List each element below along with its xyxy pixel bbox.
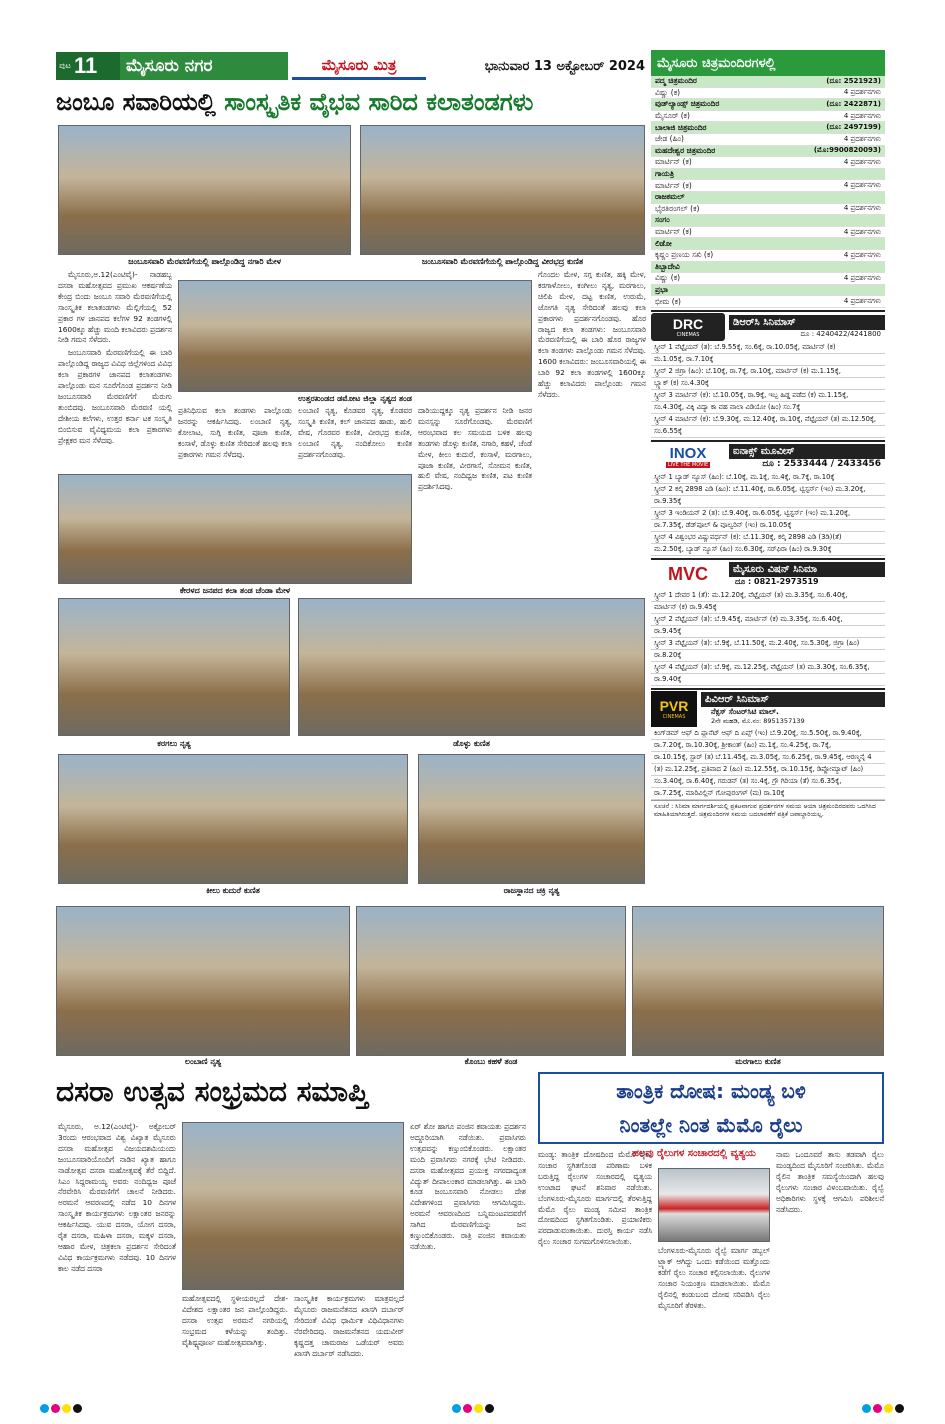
article1-col-d: ದಾರಿಯುದ್ದಕ್ಕೂ ನೃತ್ಯ ಪ್ರದರ್ಶನ ನೀಡಿ ಜನರ ಮನಸ್ಸನ್ನು ಸೂರೆಗೊಂಡವು. ಮೆರವಣಿಗೆ ಆರಂಭವಾದ ಕಲ ಸಮಯದ ಬಳಿಕ ಹಲವು ತಂಡಗಳು ಡೊಳ್ಳು ಕುಣಿತ, ನಗಾರಿ, ಕಹಳೆ, ಚೆಂಡೆ ಮೇಳ, ಕೀಲು ಕುದುರೆ, ಕಂಸಾಳೆ, ಮರಗಾಲು, ಪೂಜಾ ಕುಣಿತ, ವೀರಗಾಸೆ, ಸೋಮನ ಕುಣಿತ, ಹುಲಿ ವೇಷ, ನಂದಿಧ್ವಜ ಕುಣಿತ, ಪಟ ಕುಣಿತ ಪ್ರದರ್ಶಿಸಿದವು. <box>418 406 532 492</box>
registration-marks-right <box>862 1404 906 1413</box>
theatre-info: 4 ಪ್ರದರ್ಶನಗಳು <box>843 88 881 97</box>
theatre-info: 4 ಪ್ರದರ್ಶನಗಳು <box>843 157 881 166</box>
pvr-name: ಪಿವಿಆರ್ ಸಿನಿಮಾಸ್ <box>701 692 885 707</box>
article1-col-a <box>58 270 172 472</box>
theatre-row <box>651 238 885 250</box>
showtime-row: ಸ್ಕ್ರೀನ್ 2 ವೆಟ್ಟೈಯನ್ (ತ): ಬೆ.9.45ಕ್ಕೆ, ಮಾರ್ಟಿನ್ (ಕ) ಮ.3.35ಕ್ಕೆ, ಸಂ.6.40ಕ್ಕೆ, <box>651 614 885 626</box>
theatre-row <box>651 262 885 274</box>
theatre-row <box>651 250 885 262</box>
showtime-row: ಸ್ಕ್ರೀನ್ 2 ಕಲ್ಕಿ 2898 ಎಡಿ (ಹಿಂ): ಬೆ.11.40ಕ್ಕೆ, ರಾ.6.05ಕ್ಕೆ, ಟ್ವಿಸ್ಟರ್ಸ್ (ಇಂ) ಮ.3.20ಕ್ಕೆ, <box>651 484 885 496</box>
showtime-row: ಸ್ಕ್ರೀನ್ 1 ದೇವರ 1 (ತೆ): ಮ.12.20ಕ್ಕೆ, ವೆಟ್ಟೈಯನ್ (ತ) ಮ.3.35ಕ್ಕೆ, ಸಂ.6.40ಕ್ಕೆ, <box>651 590 885 602</box>
page-number: 11 <box>74 53 98 78</box>
train-headline-line1: ತಾಂತ್ರಿಕ ದೋಷ: ಮಂಡ್ಯ ಬಳಿ <box>616 1079 806 1103</box>
registration-dot <box>463 1404 472 1413</box>
photo-keelu-kudure <box>58 754 408 884</box>
theatre-name: ವಿಷ್ಣು (ಕ) <box>655 87 680 97</box>
dasara-col-c: ಸಾಂಸ್ಕೃತಿಕ ಕಾರ್ಯಕ್ರಮಗಳು ಮಾತ್ರವಲ್ಲದೆ ಮೈಸೂರು ರಾಜಮನೆತನದ ಖಾಸಗಿ ದರ್ಬಾರ್ ಸೇರಿದಂತೆ ವಿವಿಧ ಧಾರ್ಮಿಕ ವಿಧಿವಿಧಾನಗಳು ನೆರವೇರಿದವು. ರಾಜಮನೆತನದ ಯದುವೀರ್ ಕೃಷ್ಣದತ್ತ ಚಾಮರಾಜ ಒಡೆಯರ್ ಅವರು ಖಾಸಗಿ ದರ್ಬಾರ್ ನಡೆಸಿದರು. <box>294 1294 404 1358</box>
train-headline-line2: ನಿಂತಲ್ಲೇ ನಿಂತ ಮೆಮೊ ರೈಲು <box>619 1113 803 1137</box>
article1-col-e: ಗೊಂದಲ ಮೇಳ, ಸಗ್ಗ ಕುಣಿತ, ಹಕ್ಕಿ ಮೇಳ, ಕರಗಾಳೋಲು, ಕಂಗೀಲು ನೃತ್ಯ, ಮರಗಾಲು, ಚಿಲಿಪಿ ಮೇಳ, ದಟ್ಟ ಕುಣಿತ, ಉರುಮೆ, ಜೋಗತಿ ನೃತ್ಯ ಸೇರಿದಂತೆ ಹಲವು ಕಲಾ ಪ್ರಕಾರಗಳು ಪ್ರದರ್ಶನಗೊಂಡವು. ಹೊರ ರಾಜ್ಯದ ಕಲಾ ತಂಡಗಳು: ಜಂಬೂಸವಾರಿ ಮೆರವಣಿಗೆಯಲ್ಲಿ ಈ ಬಾರಿ ಹೊರ ರಾಜ್ಯಗಳ ಕಲಾ ತಂಡಗಳು ಪಾಲ್ಗೊಂಡು ಗಮನ ಸೆಳೆದವು. 1600 ಕಲಾವಿದರು: ಜಂಬೂಸವಾರಿಯಲ್ಲಿ ಈ ಬಾರಿ 92 ಕಲಾ ತಂಡಗಳಲ್ಲಿ 1600ಕ್ಕೂ ಹೆಚ್ಚು ಕಲಾವಿದರು ಪಾಲ್ಗೊಂಡು ಗಮನ ಸೆಳೆದರು. <box>538 270 646 399</box>
inox-header <box>651 440 885 472</box>
caption-karaga: ಕರಗಲು ನೃತ್ಯ <box>157 739 191 748</box>
showtime-row: ರಾ.7.35ಕ್ಕೆ, ಡೆಡ್‌ಪೂಲ್ & ವೂಲ್ವರಿನ್ (ಇಂ) ರಾ.10.05ಕ್ಕೆ <box>651 520 885 532</box>
registration-marks-center <box>452 1404 496 1413</box>
theatre-row <box>651 157 885 169</box>
theatre-info: (ದೂ: 2422871) <box>826 99 881 108</box>
inox-logo <box>651 443 725 471</box>
article1-col-c: ಲಂಬಾಣಿ ನೃತ್ಯ, ಕೊಡವರ ನೃತ್ಯ, ಕೊಡವರ ಸಂಸ್ಕೃತಿ ಕುಣಿತ, ಕಲ್ ಜಾನಪದ ಹಾಡು, ಹುಲಿ ವೇಷ, ಗೊರವರ ಕುಣಿತ, ವೀರಭದ್ರ ಕುಣಿತ, ಲಂಬಾಣಿ ನೃತ್ಯ, ನಂದಿಕೋಲು ಕುಣಿತ ಪ್ರದರ್ಶನಗೊಂಡವು. <box>298 406 412 459</box>
showtime-row: ಸ್ಕ್ರೀನ್ 4 ವೆಟ್ಟೈಯನ್ (ತ): ಬೆ.9ಕ್ಕೆ, ಮ.12.25ಕ್ಕೆ, ವೆಟ್ಟೈಯನ್ (ತ) ಮ.3.30ಕ್ಕೆ, ಸಂ.6.35ಕ್ಕೆ, <box>651 662 885 674</box>
cinema-note: ಸೂಚನೆ : ಸಿನಿಮಾ ಮಾರ್ಗದರ್ಶಿಯಲ್ಲಿ ಪ್ರಕಟವಾಗುವ ಪ್ರದರ್ಶನಗಳ ಸಮಯ ಆಯಾ ಚಿತ್ರಮಂದಿರದವರು ಒದಗಿಸಿದ ಮಾಹಿತಿಯಾಗಿರುತ್ತದೆ. ಚಿತ್ರಮಂದಿರಗಳ ಸಮಯ ಬದಲಾವಣೆಗೆ ಪತ್ರಿಕೆ ಜವಾಬ್ದಾರಿಯಲ್ಲ. <box>651 800 885 826</box>
drc-logo-text: DRC <box>672 315 704 332</box>
theatre-name: ಬಾಲಾಜಿ ಚಿತ್ರಮಂದಿರ <box>655 122 707 132</box>
caption-lambani: ಲಂಬಾಣಿ ನೃತ್ಯ <box>184 1057 222 1066</box>
article1-para-a1: ಮೈಸೂರು,ಅ.12(ಎಂಟಿವೈ)- ನಾಡಹಬ್ಬ ದಸರಾ ಮಹೋತ್ಸವದ ಪ್ರಮುಖ ಆಕರ್ಷಣೆಯ ಕೇಂದ್ರ ಬಿಂದು ಜಂಬೂ ಸವಾರಿ ಮೆರವಣಿಗೆಯಲ್ಲಿ ಸಾಂಸ್ಕೃತಿಕ ಕಲಾತಂಡಗಳು ಮೆಲ್ಲಿಗೆಯಲ್ಲಿ 52 ಪ್ರಕಾರ ಗಳ ಜಾನಪದ ಕಲೆಗಳ 92 ತಂಡಗಳಲ್ಲಿ 1600ಕ್ಕೂ ಹೆಚ್ಚು ಮಂದಿ ಕಲಾವಿದರು ಪ್ರದರ್ಶನ ನೀಡಿ ಗಮನ ಸೆಳೆದರು. <box>58 270 172 345</box>
caption-keelu-kudure: ಕೀಲು ಕುದುರೆ ಕುಣಿತ <box>206 886 260 895</box>
issue-date: ಭಾನುವಾರ 13 ಅಕ್ಟೋಬರ್ 2024 <box>484 58 645 74</box>
dasara-headline: ದಸರಾ ಉತ್ಸವ ಸಂಭ್ರಮದ ಸಮಾಪ್ತಿ <box>56 1075 369 1108</box>
caption-maragalu: ಮರಗಾಲು ಕುಣಿತ <box>735 1057 781 1066</box>
theatre-info: (ದೂ: 2521923) <box>826 76 881 85</box>
page-label: ಪುಟ <box>59 61 71 70</box>
theatre-info: 4 ಪ್ರದರ್ಶನಗಳು <box>843 204 881 213</box>
showtime-row: ರಾ.10.15ಕ್ಕೆ, ಸ್ಟಾರ್ (ತ) ಬೆ.11.45ಕ್ಕೆ, ಮ.3.05ಕ್ಕೆ, ಸಂ.6.25ಕ್ಕೆ, ರಾ.9.45ಕ್ಕೆ, ಆರಣ್ಮನೈ 4 <box>651 752 885 764</box>
showtime-row: ಸ್ಕ್ರೀನ್ 4 ಮಾರ್ಟಿನ್ (ಕ): ಬೆ.9.30ಕ್ಕೆ, ಮ.12.40ಕ್ಕೆ, ರಾ.10ಕ್ಕೆ, ವೆಟ್ಟೈಯನ್ (ತ) ಮ.12.50ಕ್ಕೆ, <box>651 414 885 426</box>
showtime-row: ರಾ.9.45ಕ್ಕೆ <box>651 626 885 638</box>
showtime-row: ಮ.2.50ಕ್ಕೆ, ಬ್ಯಾಡ್ ನ್ಯೂಸ್ (ಹಿಂ) ಸಂ.6.30ಕ್ಕೆ, ಸರ್‌ಫಿರಾ (ಹಿಂ) ರಾ.9.30ಕ್ಕೆ <box>651 544 885 556</box>
caption-dollu: ಡೊಳ್ಳು ಕುಣಿತ <box>453 739 490 748</box>
photo-dasara-elephant <box>182 1122 404 1290</box>
theatre-info: 4 ಪ್ರದರ್ಶನಗಳು <box>843 227 881 236</box>
theatre-info: 4 ಪ್ರದರ್ಶನಗಳು <box>843 181 881 190</box>
pvr-logo-sub: CINEMAS <box>662 713 686 720</box>
train-col-c: ಬೆಂಗಳೂರು-ಮೈಸೂರು ರೈಲ್ವೆ ಮಾರ್ಗ ಡಬ್ಬಲ್ ಟ್ರ್ಯಾಕ್ ಆಗಿದ್ದು ಒಂದು ಕಡೆಯಿಂದ ಮತ್ತೊಂದು ಕಡೆಗೆ ರೈಲು ಸಂಚಾರ ಕಲ್ಪಿಸಲಾಯಿತು. ರೈಲುಗಳ ಸಂಚಾರ ನಿಯಂತ್ರಣ ಮಾಡಲಾಯಿತು. ಮೆಮೊ ರೈಲಿನಲ್ಲಿ ಕಂಡುಬಂದ ದೋಷ ಸರಿಪಡಿಸಿ ರೈಲು ಮೈಸೂರಿಗೆ ತೆರಳಿತು. <box>658 1246 770 1310</box>
train-headline-box <box>538 1072 884 1144</box>
showtime-row: ಸ್ಕ್ರೀನ್ 3 ಮಾರ್ಟಿನ್ (ಕ): ಬೆ.10.05ಕ್ಕೆ, ರಾ.9ಕ್ಕೆ, ಇಬ್ಬ ಹಿಡ್ಡ ಪಡೆದ (ಕ) ಮ.1.15ಕ್ಕೆ, <box>651 390 885 402</box>
showtime-row: ಸಂ.4.30ಕ್ಕೆ, ವಿಕ್ಕಿ ವಿದ್ಯಾ ಕಾ ವಹ ವಾಲಾ ವಿಡಿಯೋ (ಹಿಂ) ಸಂ.7ಕ್ಕೆ <box>651 402 885 414</box>
theatre-row <box>651 180 885 192</box>
theatre-name: ಮೈಸೂರ್ (ಕ) <box>655 111 690 121</box>
photo-lambani <box>56 906 350 1056</box>
pvr-showtimes <box>651 728 885 800</box>
article1-col-b: ಪ್ರತಿನಿಧಿಸುವ ಕಲಾ ತಂಡಗಳು ಪಾಲ್ಗೊಂಡು ಜನರನ್ನು ಆಕರ್ಷಿಸಿದವು. ಲಂಬಾಣಿ ನೃತ್ಯ, ಕೋಲಾಟ, ಸುಗ್ಗಿ ಕುಣಿತ, ಪೂಜಾ ಕುಣಿತ, ಕಂಸಾಳೆ, ಡೊಳ್ಳು ಕುಣಿತ ಸೇರಿದಂತೆ ಹಲವು ಕಲಾ ಪ್ರಕಾರಗಳು ಗಮನ ಸೆಳೆದವು. <box>178 406 292 459</box>
registration-dot <box>452 1404 461 1413</box>
inox-phone: ದೂ : 2533444 / 2433456 <box>762 459 881 470</box>
registration-dot <box>862 1404 871 1413</box>
showtime-row: ಸ್ಕ್ರೀನ್ 3 ವೆಟ್ಟೈಯನ್ (ತ): ಬೆ.9ಕ್ಕೆ, ಬೆ.11.50ಕ್ಕೆ, ಮ.2.40ಕ್ಕೆ, ಸಂ.5.30ಕ್ಕೆ, ಜಿಗ್ರಾ (ಹಿಂ) <box>651 638 885 650</box>
drc-header <box>651 310 885 342</box>
theatre-row <box>651 76 885 88</box>
caption-kombu-kahale: ಕೊಂಬು ಕಹಳೆ ತಂಡ <box>464 1057 518 1066</box>
photo-uttarakhand <box>178 280 532 392</box>
main-headline <box>56 84 646 120</box>
showtime-row: ಕಿಂಗ್‌ಡಮ್ ಆಫ್ ದಿ ಪ್ಲಾನೆಟ್ ಆಫ್ ದಿ ಏಪ್ಸ್ (ಇಂ) ಬೆ.9.20ಕ್ಕೆ, ಸಂ.5.50ಕ್ಕೆ, ರಾ.9.40ಕ್ಕೆ, <box>651 728 885 740</box>
drc-logo <box>651 313 725 341</box>
mvc-phone: ದೂ : 0821-2973519 <box>735 577 819 587</box>
mvc-name: ಮೈಸೂರು ವಿಷನ್ ಸಿನಿಮಾ <box>729 562 885 577</box>
theatre-row <box>651 146 885 158</box>
showtime-row: ರಾ.8.20ಕ್ಕೆ <box>651 650 885 662</box>
theatre-info: 4 ಪ್ರದರ್ಶನಗಳು <box>843 250 881 259</box>
registration-dot <box>873 1404 882 1413</box>
pvr-logo <box>651 691 697 727</box>
theatre-info: 4 ಪ್ರದರ್ಶನಗಳು <box>843 111 881 120</box>
theatre-row <box>651 134 885 146</box>
theatre-row <box>651 192 885 204</box>
caption-nagari-mela: ಜಂಬೂಸವಾರಿ ಮೆರವಣಿಗೆಯಲ್ಲಿ ಪಾಲ್ಗೊಂಡಿದ್ದ ನಗಾರಿ ಮೇಳ <box>128 257 281 266</box>
showtime-row: ಸಂ.3.40ಕ್ಕೆ, ರಾ.6.40ಕ್ಕೆ, ಗರುಡನ್ (ತ) ಸಂ.4ಕ್ಕೆ, ಗ್ರೌ ಗಿರಿಯಾ (ತೆ) ಸಂ.6.35ಕ್ಕೆ, <box>651 776 885 788</box>
theatre-row <box>651 122 885 134</box>
photo-dollu <box>298 598 645 736</box>
inox-logo-text: INOX <box>669 445 707 463</box>
photo-karaga <box>58 598 290 736</box>
pvr-phone: 2ನೇ ಮಹಡಿ, ಮೊ.ನಂ: 8951357139 <box>711 716 805 725</box>
registration-dot <box>474 1404 483 1413</box>
masthead-logo: ಮೈಸೂರು ಮಿತ್ರ <box>292 52 426 80</box>
theatre-row <box>651 111 885 123</box>
caption-chenda-mela: ಕೇರಳದ ಜನಪದ ಕಲಾ ತಂಡ ಚೆಂಡಾ ಮೇಳ <box>179 586 291 595</box>
theatre-name: ಮಾರ್ಟಿನ್ (ಕ) <box>655 157 692 167</box>
photo-veerabhadra <box>360 125 645 255</box>
showtime-row: ಸಂ.6.55ಕ್ಕೆ <box>651 426 885 438</box>
showtime-row: ರಾ.7.25ಕ್ಕೆ, ಮಾರಿವಿಲ್ಲಿನ್ ಗೋಪುರಂಗಳ್ (ಮ) ರಾ.10ಕ್ಕೆ <box>651 788 885 800</box>
train-col-a: ಮಂಡ್ಯ: ತಾಂತ್ರಿಕ ದೋಷದಿಂದ ಮೆಮೊ ರೈಲು ಸಂಚಾರ ಸ್ಥಗಿತಗೊಂಡ ಪರಿಣಾಮ ಬಳಿಕ ಬರುತ್ತಿದ್ದ ರೈಲುಗಳ ಸಂಚಾರದಲ್ಲಿ ವ್ಯತ್ಯಯ ಉಂಟಾದ ಘಟನೆ ಶನಿವಾರ ನಡೆಯಿತು. ಬೆಂಗಳೂರು-ಮೈಸೂರು ಮಾರ್ಗದಲ್ಲಿ ತೆರಳುತ್ತಿದ್ದ ಮೆಮೊ ರೈಲು ಮಂಡ್ಯ ಸಮೀಪ ತಾಂತ್ರಿಕ ದೋಷದಿಂದ ಸ್ಥಗಿತಗೊಂಡಿತು. ಪ್ರಯಾಣಿಕರು ಪರದಾಡುವಂತಾಯಿತು. ದುರಸ್ತಿ ಕಾರ್ಯ ನಡೆಸಿ ರೈಲು ಸಂಚಾರ ಸುಗಮಗೊಳಿಸಲಾಯಿತು. <box>538 1150 652 1247</box>
pvr-header <box>651 688 885 728</box>
theatre-info: (ಮೊ:9900820093) <box>813 146 881 155</box>
main-headline-part1: ಜಂಬೂ ಸವಾರಿಯಲ್ಲಿ <box>56 88 225 116</box>
photo-maragalu <box>632 906 884 1056</box>
theatre-name: ಮಾರ್ಟಿನ್ (ಕ) <box>655 227 692 237</box>
theatre-list <box>651 76 885 308</box>
registration-dot <box>884 1404 893 1413</box>
registration-dot <box>62 1404 71 1413</box>
theatre-name: ತಿಬ್ಬಾದೇವಿ <box>655 261 680 271</box>
mvc-showtimes <box>651 590 885 686</box>
registration-dot <box>40 1404 49 1413</box>
theatre-name: ಲಿಡೋ <box>655 238 672 248</box>
cinema-sidebar-title: ಮೈಸೂರು ಚಿತ್ರಮಂದಿರಗಳಲ್ಲಿ <box>651 50 885 76</box>
caption-uttarakhand: ಉತ್ತರಖಂಡದ ಡಮೋಟ ಜಿಲ್ಲಾ ನೃತ್ಯದ ತಂಡ <box>298 394 412 403</box>
theatre-name: ಜೇಡ (ಹಿಂ) <box>655 134 684 144</box>
registration-dot <box>51 1404 60 1413</box>
theatre-info: 4 ಪ್ರದರ್ಶನಗಳು <box>843 273 881 282</box>
dasara-col-a: ಮೈಸೂರು, ಅ.12(ಎಂಟಿವೈ)- ಅಕ್ಟೋಬರ್ 3ರಂದು ಆರಂಭವಾದ ವಿಶ್ವ ವಿಖ್ಯಾತ ಮೈಸೂರು ದಸರಾ ಮಹೋತ್ಸವ ವಿಜಯದಶಮಿಯಂದು ಜಂಬೂಸವಾರಿಯೊಂದಿಗೆ ನಾಡಿನ ಖ್ಯಾತ ಹಾಗೂ ನಾಡೋತ್ಸವ ದಸರಾ ಮಹೋತ್ಸವಕ್ಕೆ ತೆರೆ ಬಿದ್ದಿದೆ. ಸಿಎಂ ಸಿದ್ದರಾಮಯ್ಯ ಅವರು ನಂದಿಧ್ವಜ ಪೂಜೆ ನೆರವೇರಿಸಿ ಮೆರವಣಿಗೆಗೆ ಚಾಲನೆ ನೀಡಿದರು. ಅರಮನೆ ಆವರಣದಲ್ಲಿ ನಡೆದ 10 ದಿನಗಳ ಸಾಂಸ್ಕೃತಿಕ ಕಾರ್ಯಕ್ರಮಗಳು ಲಕ್ಷಾಂತರ ಜನರನ್ನು ಆಕರ್ಷಿಸಿದವು. ಯುವ ದಸರಾ, ಯೋಗ ದಸರಾ, ರೈತ ದಸರಾ, ಮಹಿಳಾ ದಸರಾ, ಮಕ್ಕಳ ದಸರಾ, ಆಹಾರ ಮೇಳ, ಚಿತ್ರಕಲಾ ಪ್ರದರ್ಶನ ಸೇರಿದಂತೆ ವಿವಿಧ ಕಾರ್ಯಕ್ರಮಗಳು ನಡೆದವು. 10 ದಿನಗಳ ಕಾಲ ನಡೆದ ದಸರಾ <box>58 1122 176 1273</box>
registration-dot <box>485 1404 494 1413</box>
theatre-row <box>651 169 885 181</box>
drc-showtimes <box>651 342 885 438</box>
inox-logo-sub: LIVE THE MOVIE <box>667 462 709 469</box>
theatre-name: ಮಾರ್ಟಿನ್ (ಕ) <box>655 180 692 190</box>
main-headline-part2: ಸಾಂಸ್ಕೃತಿಕ ವೈಭವ ಸಾರಿದ ಕಲಾತಂಡಗಳು <box>224 88 534 116</box>
mvc-logo: MVC <box>668 564 708 585</box>
caption-veerabhadra: ಜಂಬೂಸವಾರಿ ಮೆರವಣಿಗೆಯಲ್ಲಿ ಪಾಲ್ಗೊಂಡಿದ್ದ ವೀರಭದ್ರ ಕುಣಿತ <box>421 257 584 266</box>
train-subheadline: ಹಲವು ರೈಲುಗಳ ಸಂಚಾರದಲ್ಲಿ ವ್ಯತ್ಯಯ <box>632 1148 756 1159</box>
train-col-b: ನಾಮ ಒಂದೂವರೆ ತಾಸು ತಡವಾಗಿ ರೈಲು ಮಂಡ್ಯದಿಂದ ಮೈಸೂರಿಗೆ ಸಂಚರಿಸಿತು. ಮೆಮೊ ರೈಲಿನ ತಾಂತ್ರಿಕ ಸಮಸ್ಯೆಯಿಂದಾಗಿ ಹಲವು ರೈಲುಗಳು ಸಂಚಾರ ವಿಳಂಬವಾಯಿತು. ರೈಲ್ವೆ ಅಧಿಕಾರಿಗಳು ಸ್ಥಳಕ್ಕೆ ಆಗಮಿಸಿ ಪರಿಶೀಲನೆ ನಡೆಸಿದರು. <box>776 1150 884 1214</box>
showtime-row: ರಾ.9.40ಕ್ಕೆ <box>651 674 885 686</box>
photo-chenda-mela <box>58 474 412 584</box>
drc-logo-sub: CINEMAS <box>676 331 700 338</box>
showtime-row: ಮ.1.05ಕ್ಕೆ, ರಾ.7.10ಕ್ಕೆ <box>651 354 885 366</box>
cinema-sidebar <box>651 50 885 826</box>
caption-chakri: ರಾಜಸ್ಥಾನದ ಚಕ್ರಿ ನೃತ್ಯ <box>503 886 560 895</box>
article1-para-a2: ಜಂಬೂಸವಾರಿ ಮೆರವಣಿಗೆಯಲ್ಲಿ ಈ ಬಾರಿ ಪಾಲ್ಗೊಂಡಿದ್ದ ರಾಜ್ಯದ ವಿವಿಧ ಜಿಲ್ಲೆಗಳಿಂದ ವಿವಿಧ ಕಲಾ ಪ್ರಕಾರಗಳ ಜಾನಪದ ಕಲಾತಂಡಗಳು ಪಾಲ್ಗೊಂಡು ಮನ ಸೂರೆಗೊಂಡ ಪ್ರದರ್ಶನ ನೀಡಿ ಜಂಬೂಸವಾರಿ ಮೆರವಣಿಗೆಗೆ ಮೆರುಗು ತುಂಬಿದವು. ಜಂಬೂಸವಾರಿ ಮೆರವಣಿ ಯಲ್ಲಿ ದೇಶೀಯ ಕಲೆಗಳು, ಉತ್ತರ ಕರ್ನಾ ಟಕ ಸಂಸ್ಕೃತಿ ಬಿಂಬಿಸುವ ವೈವಿಧ್ಯಮಯ ಕಲಾ ಪ್ರಕಾರಗಳು ಪ್ರೇಕ್ಷಕರ ಮನ ಸೆಳೆದವು. <box>58 348 172 445</box>
mvc-header <box>651 558 885 590</box>
section-title: ಮೈಸೂರು ನಗರ <box>120 52 288 80</box>
theatre-name: ರಾಜಕಮಲ್ <box>655 192 685 202</box>
showtime-row: ಸ್ಕ್ರೀನ್ 1 ಬ್ಯಾಡ್ ನ್ಯೂಸ್ (ಹಿಂ): ಬೆ.10ಕ್ಕೆ, ಮ.1ಕ್ಕೆ, ಸಂ.4ಕ್ಕೆ, ರಾ.7ಕ್ಕೆ, ರಾ.10ಕ್ಕೆ <box>651 472 885 484</box>
showtime-row: ಸ್ಕ್ರೀನ್ 3 ಇಂಡಿಯನ್ 2 (ತ): ಬೆ.9.40ಕ್ಕೆ, ರಾ.6.05ಕ್ಕೆ, ಟ್ವಿಸ್ಟರ್ಸ್ (ಇಂ) ಮ.1.20ಕ್ಕೆ, <box>651 508 885 520</box>
theatre-name: ವಿಷ್ಣು (ಕ) <box>655 273 680 283</box>
photo-kombu-kahale <box>356 906 626 1056</box>
theatre-row <box>651 99 885 111</box>
showtime-row: ರಾ.9.35ಕ್ಕೆ <box>651 496 885 508</box>
showtime-row: ಸ್ಕ್ರೀನ್ 4 ವಿಶ್ವಂಭರ ವಿಷ್ಣುವರ್ಧನ್ (ಕ): ಬೆ.11.30ಕ್ಕೆ, ಕಲ್ಕಿ 2898 ಎಡಿ (3ಡಿ)(ತೆ) <box>651 532 885 544</box>
showtime-row: ಸ್ಕ್ರೀನ್ 2 ಜಿಗ್ರಾ (ಹಿಂ): ಬೆ.10ಕ್ಕೆ, ರಾ.7ಕ್ಕೆ, ರಾ.10ಕ್ಕೆ, ಮಾರ್ಟಿನ್ (ಕ) ಮ.1.15ಕ್ಕೆ, <box>651 366 885 378</box>
registration-dot <box>73 1404 82 1413</box>
theatre-row <box>651 285 885 297</box>
pvr-logo-text: PVR <box>659 697 689 714</box>
theatre-name: ವುಡ್‌ಲ್ಯಾಂಡ್ಸ್ ಚಿತ್ರಮಂದಿರ <box>655 99 720 109</box>
theatre-info: (ದೂ: 2497199) <box>826 123 881 132</box>
theatre-info: 4 ಪ್ರದರ್ಶನಗಳು <box>843 134 881 143</box>
showtime-row: ರಾ.7.20ಕ್ಕೆ, ರಾ.10.30ಕ್ಕೆ, ಶ್ರೀಕಾಂತ್ (ಹಿಂ) ಮ.1ಕ್ಕೆ, ಸಂ.4.25ಕ್ಕೆ, ರಾ.7ಕ್ಕೆ, <box>651 740 885 752</box>
theatre-row <box>651 204 885 216</box>
theatre-name: ಭೈರತಿರಂಗಲ್ (ಕ) <box>655 203 700 213</box>
theatre-name: ಭೀಮ (ಕ) <box>655 296 681 306</box>
theatre-row <box>651 88 885 100</box>
pvr-mall: ನೆಕ್ಸಸ್ ಸೆಂಟರ್‌ಸಿಟಿ ಮಾಲ್. <box>711 706 779 716</box>
showtime-row: (ತ) ಮ.12.25ಕ್ಕೆ, ಪ್ರತಿವಾದ 2 (ಹಿಂ) ಮ.12.55ಕ್ಕೆ, ರಾ.10.15ಕ್ಕೆ, ಡಿಪ್ಲೋಮ್ಯಾಟ್ (ಹಿಂ) <box>651 764 885 776</box>
inox-showtimes <box>651 472 885 556</box>
drc-name: ಡಿಆರ್‌ಸಿ ಸಿನಿಮಾಸ್ <box>729 315 885 330</box>
photo-memu-train <box>658 1168 770 1242</box>
registration-marks-left <box>40 1404 84 1413</box>
theatre-row <box>651 296 885 308</box>
showtime-row: ಬ್ಲ್ಯಾಕ್ (ಕ) ಸಂ.4.30ಕ್ಕೆ <box>651 378 885 390</box>
drc-phone: ದೂ : 4240422/4241800 <box>800 329 881 338</box>
theatre-row <box>651 273 885 285</box>
theatre-info: 4 ಪ್ರದರ್ಶನಗಳು <box>843 297 881 306</box>
inox-name: ಐನಾಕ್ಸ್ ಮೂವೀಸ್ <box>729 444 885 459</box>
theatre-row <box>651 227 885 239</box>
theatre-row <box>651 215 885 227</box>
registration-dot <box>895 1404 904 1413</box>
photo-nagari-mela <box>58 125 351 255</box>
theatre-name: ಗಾಯತ್ರಿ <box>655 169 675 179</box>
theatre-name: ಕೃಷ್ಣಂ ಪ್ರಣಯ ಸಖಿ (ಕ) <box>655 250 714 260</box>
showtime-row: ಮಾರ್ಟಿನ್ (ಕ) ರಾ.9.45ಕ್ಕೆ <box>651 602 885 614</box>
theatre-name: ಪದ್ಮ ಚಿತ್ರಮಂದಿರ <box>655 76 697 86</box>
page-number-badge <box>56 52 120 80</box>
dasara-photo-caption: ಮಹೋತ್ಸವದಲ್ಲಿ ಸ್ಥಳೀಯರಲ್ಲದೆ ದೇಶ-ವಿದೇಶದ ಲಕ್ಷಾಂತರ ಜನ ಪಾಲ್ಗೊಂಡಿದ್ದರು. ದಸರಾ ಉತ್ಸವ ಅರಮನೆ ನಗರಿಯಲ್ಲಿ ಸಂಭ್ರಮದ ಕಳೆಯನ್ನು ತಂದಿತ್ತು. ವೈಶಿಷ್ಟ್ಯಪೂರ್ಣ ಮಹೋತ್ಸವವಾಗಿತ್ತು. <box>182 1294 288 1347</box>
dasara-col-b: ಏರ್ ಶೋ ಹಾಗೂ ಪಂಜಿನ ಕವಾಯತು ಪ್ರದರ್ಶನ ಅದ್ದೂರಿಯಾಗಿ ನಡೆಯಿತು. ಪ್ರವಾಸಿಗರು ಉತ್ಸವವನ್ನು ಕಣ್ತುಂಬಿಕೊಂಡರು. ಲಕ್ಷಾಂತರ ಮಂದಿ ಪ್ರವಾಸಿಗರು ನಗರಕ್ಕೆ ಭೇಟಿ ನೀಡಿದರು. ದಸರಾ ಮಹೋತ್ಸವದ ಪ್ರಯುಕ್ತ ನಗರದಾದ್ಯಂತ ವಿದ್ಯುತ್ ದೀಪಾಲಂಕಾರ ಮಾಡಲಾಗಿತ್ತು. ಈ ಬಾರಿ ಕೂಡ ಜಂಬೂಸವಾರಿ ನೋಡಲು ದೇಶ ವಿದೇಶಗಳಿಂದ ಪ್ರವಾಸಿಗರು ಆಗಮಿಸಿದ್ದರು. ಅರಮನೆ ಆವರಣದಿಂದ ಬನ್ನಿಮಂಟಪದವರೆಗೆ ಸಾಗಿದ ಮೆರವಣಿಗೆಯನ್ನು ಜನ ಕಣ್ತುಂಬಿಕೊಂಡರು. ರಾತ್ರಿ ಪಂಜಿನ ಕವಾಯತು ನಡೆಯಿತು. <box>410 1122 526 1251</box>
photo-chakri <box>418 754 645 884</box>
theatre-name: ಪ್ರಭಾ <box>655 284 668 294</box>
showtime-row: ಸ್ಕ್ರೀನ್ 1 ವೆಟ್ಟೈಯನ್ (ತ): ಬೆ.9.55ಕ್ಕೆ, ಸಂ.6ಕ್ಕೆ, ರಾ.10.05ಕ್ಕೆ, ಮಾರ್ಟಿನ್ (ಕ) <box>651 342 885 354</box>
theatre-name: ಸಂಗಂ <box>655 215 670 225</box>
theatre-name: ಮಹದೇಶ್ವರ ಚಿತ್ರಮಂದಿರ <box>655 145 716 155</box>
